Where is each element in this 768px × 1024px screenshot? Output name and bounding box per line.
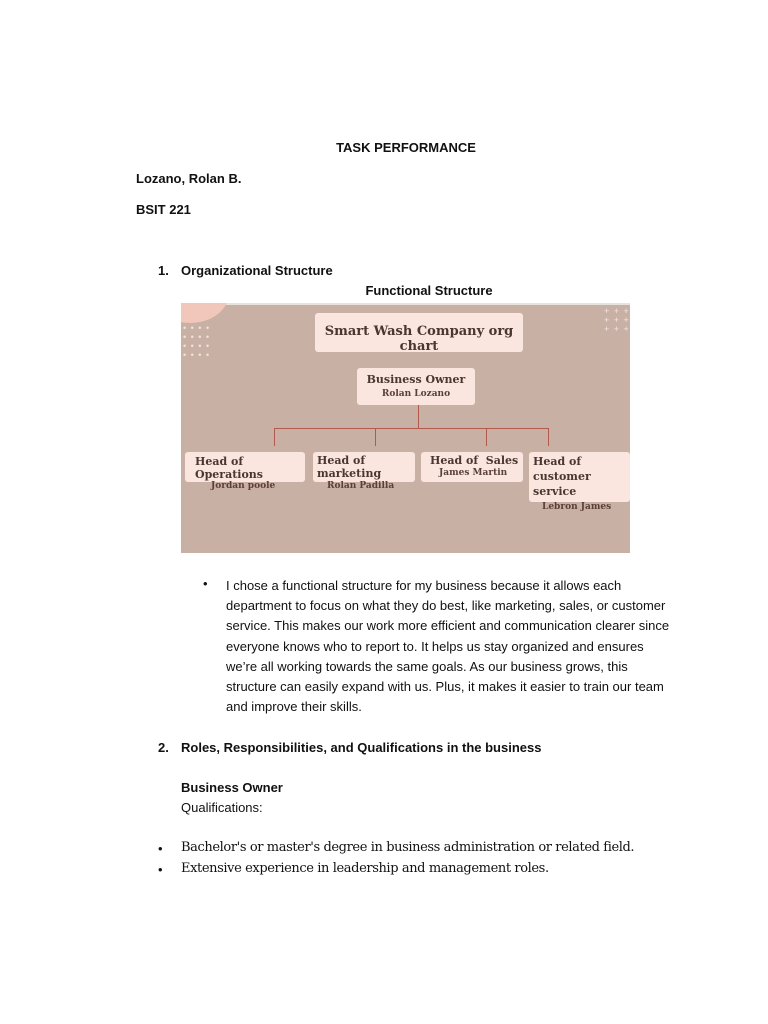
student-name: Lozano, Rolan B. (136, 171, 242, 186)
qualification-item: Bachelor's or master's degree in business administration or related field. (181, 840, 635, 855)
head-role: Head of customer service (533, 455, 591, 498)
head-box-operations (185, 452, 305, 491)
document-title: TASK PERFORMANCE (336, 140, 476, 155)
plus-pattern-right: + + + + + + + + + (604, 306, 630, 334)
connector-vertical-main (418, 405, 419, 428)
head-role: Head of Operations (195, 455, 263, 481)
connector-drop-2 (375, 428, 376, 446)
chart-top-border (181, 303, 630, 305)
decorative-blob (181, 303, 229, 323)
head-name: Jordan poole (211, 481, 276, 491)
qualifications-label: Qualifications: (181, 800, 263, 815)
bullet-marker: • (158, 862, 163, 877)
owner-role: Business Owner (366, 373, 466, 386)
section2-heading: Roles, Responsibilities, and Qualifications in the business (181, 740, 542, 755)
head-box-customer-service (529, 452, 630, 512)
bullet-marker: • (158, 841, 163, 856)
head-box-marketing (313, 452, 415, 491)
section2-number: 2. (158, 740, 169, 755)
head-name: James Martin (439, 468, 508, 478)
connector-drop-1 (274, 428, 275, 446)
qualification-item: Extensive experience in leadership and management roles. (181, 861, 549, 876)
head-role: Head of Sales (430, 454, 519, 467)
connector-horizontal (274, 428, 549, 429)
structure-rationale-text: I chose a functional structure for my business because it allows each department to focus on what they do best, like marketing, sales, or customer service. This makes our work more efficient and communication clearer since everyone knows who to report to. It helps us stay organized and ensures we’re all working towards the same goals. As our business grows, this structure can easily expand with us. Plus, it makes it easier to train our team and improve their skills. (226, 578, 670, 715)
role-title: Business Owner (181, 780, 283, 795)
owner-name: Rolan Lozano (381, 389, 451, 399)
chart-title-box (315, 313, 523, 352)
org-chart-image (181, 303, 630, 553)
student-section: BSIT 221 (136, 202, 191, 217)
head-box-sales (421, 452, 523, 482)
connector-drop-4 (548, 428, 549, 446)
connector-drop-3 (486, 428, 487, 446)
head-name: Lebron James (542, 502, 612, 512)
section1-number: 1. (158, 263, 169, 278)
chart-title: Smart Wash Company org chart (324, 324, 514, 354)
dot-pattern-left: • • • • • • • • • • • • • • • • (183, 323, 211, 360)
bullet-marker: • (203, 576, 208, 591)
head-name: Rolan Padilla (327, 481, 395, 491)
figure-caption: Functional Structure (365, 283, 493, 298)
section1-heading: Organizational Structure (181, 263, 333, 278)
head-role: Head of marketing (317, 454, 382, 480)
owner-box (357, 368, 475, 405)
